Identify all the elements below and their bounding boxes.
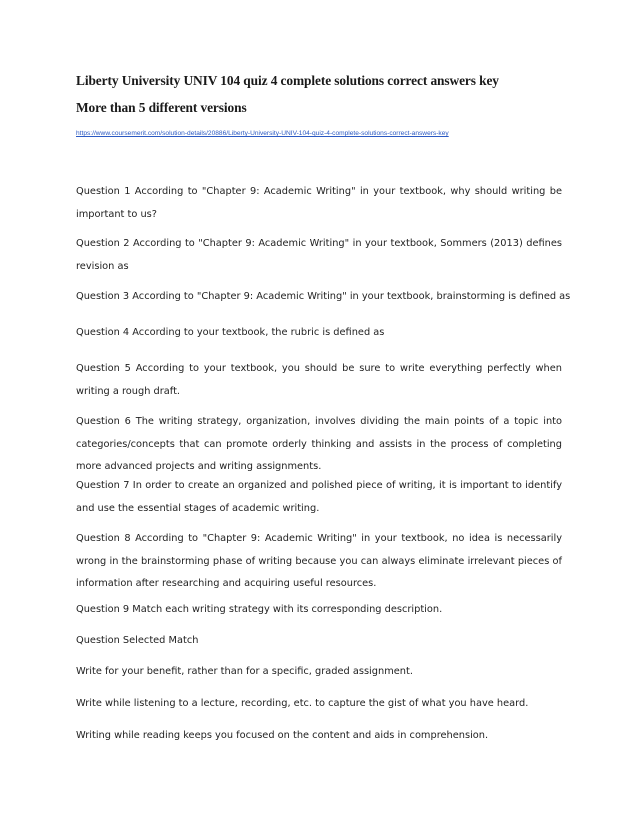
question-4: Question 4 According to your textbook, the rubric is defined as xyxy=(76,327,385,338)
source-link[interactable]: https://www.coursemerit.com/solution-details/20886/Liberty-University-UNIV-104-quiz-4-complete-solutions-correct-answers-key xyxy=(76,130,449,137)
match-header: Question Selected Match xyxy=(76,635,199,646)
question-6: Question 6 The writing strategy, organization, involves dividing the main points of a topic into categories/concepts that can promote orderly thinking and assists in the process of completing more advanced projects and writing assignments. xyxy=(76,416,562,472)
question-7: Question 7 In order to create an organized and polished piece of writing, it is important to identify and use the essential stages of academic writing. xyxy=(76,480,562,514)
question-3: Question 3 According to "Chapter 9: Academic Writing" in your textbook, brainstorming is defined as xyxy=(76,291,571,302)
question-5: Question 5 According to your textbook, you should be sure to write everything perfectly when writing a rough draft. xyxy=(76,363,562,397)
match-item-1: Write for your benefit, rather than for a specific, graded assignment. xyxy=(76,666,413,677)
document-subtitle: More than 5 different versions xyxy=(76,100,247,115)
question-1: Question 1 According to "Chapter 9: Academic Writing" in your textbook, why should writing be important to us? xyxy=(76,186,562,220)
question-2: Question 2 According to "Chapter 9: Academic Writing" in your textbook, Sommers (2013) defines revision as xyxy=(76,238,562,272)
question-8: Question 8 According to "Chapter 9: Academic Writing" in your textbook, no idea is necessarily wrong in the brainstorming phase of writing because you can always eliminate irrelevant pieces of information after researching and acquiring useful resources. xyxy=(76,533,562,589)
match-item-3: Writing while reading keeps you focused on the content and aids in comprehension. xyxy=(76,730,489,741)
match-item-2: Write while listening to a lecture, recording, etc. to capture the gist of what you have heard. xyxy=(76,698,529,709)
document-title: Liberty University UNIV 104 quiz 4 complete solutions correct answers key xyxy=(76,73,499,88)
question-9: Question 9 Match each writing strategy with its corresponding description. xyxy=(76,604,443,615)
